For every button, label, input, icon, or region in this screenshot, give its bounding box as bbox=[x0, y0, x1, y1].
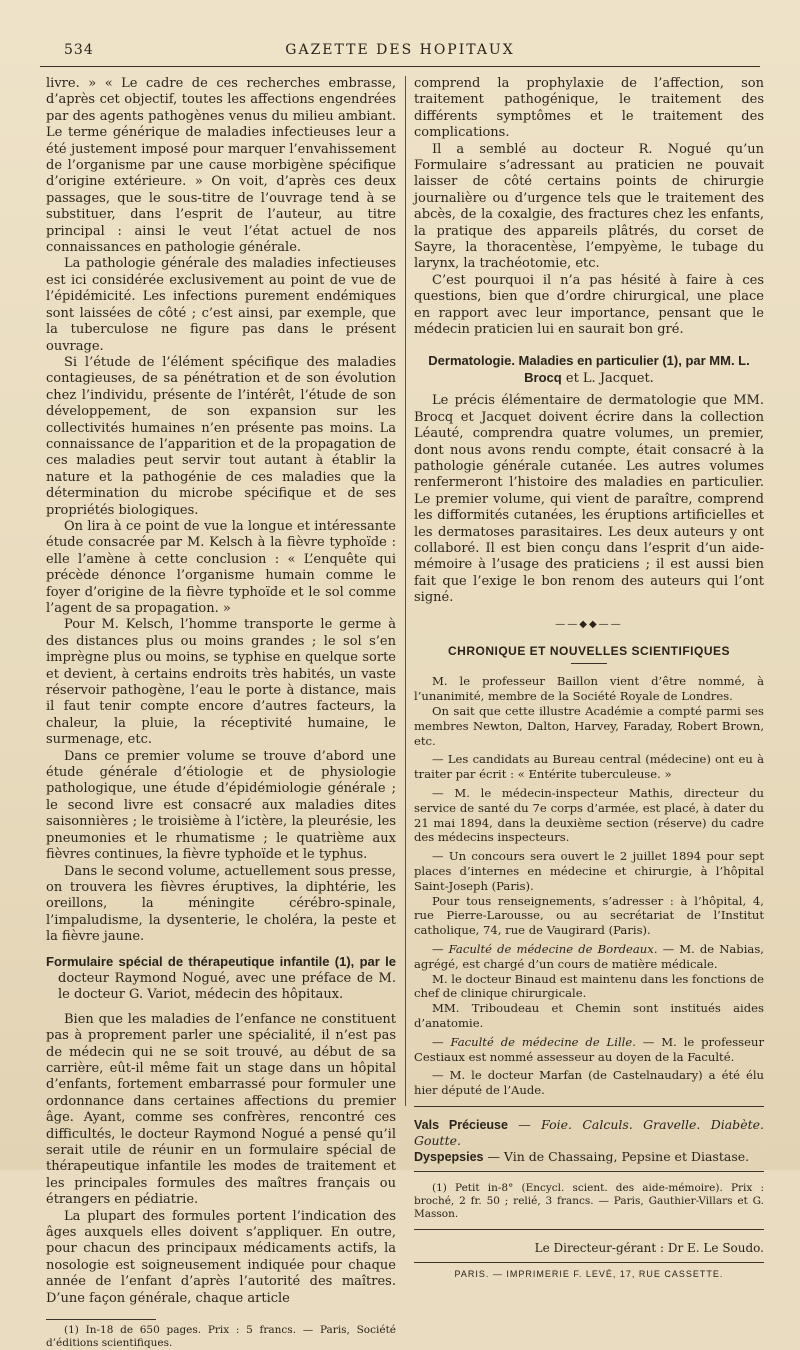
gerant-rule bbox=[414, 1229, 764, 1230]
review-byline: et L. Jacquet. bbox=[565, 370, 654, 386]
left-paragraph-7: Dans le second volume, actuellement sous presse, on trouvera les fièvres éruptives, la diphtérie, les oreillons, la méningite cérébro-spinale, l’impaludisme, la dysenterie, le choléra, la peste et la fièvre jaune. bbox=[46, 863, 396, 945]
chronicle-title: CHRONIQUE ET NOUVELLES SCIENTIFIQUES bbox=[447, 644, 731, 658]
ornament-divider: ——◆◆—— bbox=[555, 618, 623, 630]
printer-imprint: PARIS. — IMPRIMERIE F. LEVÉ, 17, RUE CASSETTE. bbox=[454, 1269, 724, 1280]
chronicle-faculty: — Faculté de médecine de Bordeaux. bbox=[432, 941, 658, 956]
right-paragraph-4: Le précis élémentaire de dermatologie que MM. Brocq et Jacquet doivent écrire dans la collection Léauté, comprendra quatre volumes, un premier, dont nous avons rendu compte, était consacré à la pathologie générale cutanée. Les autres volumes renfermeront l’histoire des maladies en particulier. Le premier volume, qui vient de paraître, comprend les difformités cutanées, les éruptions artificielles et les dermatoses parasitaires. Les deux auteurs y ont collaboré. Il est bien conçu dans l’esprit d’un aide-mémoire à l’usage des praticiens ; il est aussi bien fait que l’exige le bon renom des auteurs qui l’ont signé. bbox=[414, 393, 764, 606]
left-paragraph-3: Si l’étude de l’élément spécifique des maladies contagieuses, de sa pénétration et de son évolution chez l’individu, présente de l’intérêt, l’étude de son développement, de son expansion sur les collectivités humaines n’en présente pas moins. La connaissance de l’apparition et de la propagation de ces maladies peut servir tout autant à établir la nature et la pathogénie de ces maladies que la détermination du microbe spécifique et de ses propriétés biologiques. bbox=[46, 354, 396, 518]
chronicle-item: On sait que cette illustre Académie a compté parmi ses membres Newton, Dalton, Harvey, Faraday, Robert Brown, etc. bbox=[414, 704, 764, 748]
chronicle-text: — M. de Nabias, agrégé, est chargé d’un cours de matière médicale. bbox=[414, 941, 764, 971]
left-paragraph-4: On lira à ce point de vue la longue et intéressante étude consacrée par M. Kelsch à la fièvre typhoïde : elle l’amène à cette conclusion : « L’enquête qui précède dénonce l’organisme humain comme le foyer d’origine de la fièvre typhoïde et le sol comme l’agent de sa propagation. » bbox=[46, 518, 396, 616]
chronicle-item: M. le docteur Binaud est maintenu dans les fonctions de chef de clinique chirurgicale. bbox=[414, 971, 764, 1001]
review-heading-dermatologie bbox=[414, 353, 764, 388]
chronicle-item bbox=[414, 942, 764, 972]
chronicle-item: — Un concours sera ouvert le 2 juillet 1894 pour sept places d’internes en médecine et chirurgie, à l’hôpital Saint-Joseph (Paris). bbox=[414, 849, 764, 893]
ad-text: — Vin de Chassaing, Pepsine et Diastase. bbox=[483, 1148, 750, 1164]
left-paragraph-5: Pour M. Kelsch, l’homme transporte le germe à des distances plus ou moins grandes ; le sol s’en imprègne plus ou moins, se typhise en quelque sorte et devient, à certains endroits très habités, un vaste réservoir pathogène, l’eau le porte à distance, mais il faut tenir compte encore d’autres facteurs, la chaleur, la pluie, la réceptivité humaine, le surmenage, etc. bbox=[46, 617, 396, 748]
ad-text: — Foie. Calculs. Gravelle. Diabète. Goutte. bbox=[414, 1116, 764, 1148]
right-column bbox=[414, 76, 764, 1283]
chronicle-item: — M. le médecin-inspecteur Mathis, directeur du service de santé du 7e corps d’armée, est placé, à dater du 21 mai 1894, dans la deuxième section (réserve) du cadre des médecins inspecteurs. bbox=[414, 785, 764, 845]
left-footnote: (1) In-18 de 650 pages. Prix : 5 francs. — Paris, Société d’éditions scientifiques. bbox=[46, 1324, 396, 1350]
right-paragraph-1: comprend la prophylaxie de l’affection, son traitement pathogénique, le traitement des différents symptômes et le traitement des complications. bbox=[414, 76, 764, 141]
chronicle-section bbox=[414, 674, 764, 1098]
chronicle-item: — M. le docteur Marfan (de Castelnaudary) a été élu hier député de l’Aude. bbox=[414, 1068, 764, 1098]
chronicle-item: MM. Triboudeau et Chemin sont institués aides d’anatomie. bbox=[414, 1001, 764, 1030]
header-rule bbox=[40, 66, 760, 67]
chronicle-item: — Les candidats au Bureau central (médecine) ont eu à traiter par écrit : « Entérite tuberculeuse. » bbox=[414, 752, 764, 782]
ad-line bbox=[414, 1117, 764, 1149]
right-footnote: (1) Petit in-8° (Encycl. scient. des aide-mémoire). Prix : broché, 2 fr. 50 ; relié, 3 francs. — Paris, Gauthier-Villars et G. Masson. bbox=[414, 1181, 764, 1220]
left-paragraph-8: Bien que les maladies de l’enfance ne constituent pas à proprement parler une spécialité, il n’est pas de médecin qui ne se soit trouvé, au début de sa carrière, eût-il même fait un stage dans un hôpital d’enfants, fortement embarrassé pour formuler une ordonnance dans certaines affections du premier âge. Ayant, comme ses confrères, rencontré ces difficultés, le docteur Raymond Nogué a pensé qu’il serait utile de réunir en un formulaire spécial de thérapeutique infantile les modes de traitement et les principales formules des maîtres français ou étrangers en pédiatrie. bbox=[46, 1011, 396, 1208]
review-heading-formulaire bbox=[46, 954, 396, 1004]
page-number: 534 bbox=[64, 42, 94, 58]
review-title: Formulaire spécial de thérapeutique infantile (1), par le bbox=[46, 953, 396, 969]
left-paragraph-6: Dans ce premier volume se trouve d’abord une étude générale d’étiologie et de physiologie pathologique, une étude d’épidémiologie générale ; le second livre est consacré aux maladies dites saisonnières ; le troisième à l’ictère, la pleurésie, les pneumonies et le rhumatisme ; le quatrième aux fièvres continues, la fièvre typhoïde et le typhus. bbox=[46, 748, 396, 863]
right-paragraph-2: Il a semblé au docteur R. Nogué qu’un Formulaire s’adressant au praticien ne pouvait laisser de côté certains points de chirurgie journalière ou d’urgence tels que le traitement des abcès, de la coxalgie, des fractures chez les enfants, la pratique des appareils plâtrés, du corset de Sayre, la thoracentèse, l’empyème, le tubage du larynx, la trachéotomie, etc. bbox=[414, 141, 764, 272]
column-divider bbox=[405, 76, 406, 1106]
journal-title: GAZETTE DES HOPITAUX bbox=[285, 42, 515, 58]
page-header bbox=[0, 38, 800, 64]
ad-brand: Vals Précieuse bbox=[414, 1117, 508, 1132]
left-column bbox=[46, 76, 396, 1350]
review-byline: docteur Raymond Nogué, avec une préface de M. le docteur G. Variot, médecin des hôpitaux. bbox=[58, 970, 396, 1003]
chronicle-item: M. le professeur Baillon vient d’être nommé, à l’unanimité, membre de la Société Royale de Londres. bbox=[414, 674, 764, 704]
footnote-rule bbox=[46, 1319, 156, 1320]
review-title: Dermatologie. Maladies en particulier (1), par MM. L. Brocq bbox=[428, 352, 750, 385]
ad-line bbox=[414, 1149, 764, 1165]
chronicle-item: Pour tous renseignements, s’adresser : à l’hôpital, 4, rue Pierre-Larousse, ou au secrétariat de l’Institut catholique, 74, rue de Vaugirard (Paris). bbox=[414, 893, 764, 938]
left-paragraph-1: livre. » « Le cadre de ces recherches embrasse, d’après cet objectif, toutes les affections engendrées par des agents pathogènes venus du milieu ambiant. Le terme générique de maladies infectieuses leur a été justement imposé pour marquer l’envahissement de l’organisme par une cause morbigène spécifique d’origine extérieure. » On voit, d’après ces deux passages, que le sous-titre de l’ouvrage tend à se substituer, dans l’esprit de l’auteur, au titre principal : ainsi le veut l’état actuel de nos connaissances en pathologie générale. bbox=[46, 76, 396, 256]
left-paragraph-2: La pathologie générale des maladies infectieuses est ici considérée exclusivement au point de vue de l’épidémicité. Les infections purement endémiques sont laissées de côté ; c’est ainsi, par exemple, que la tuberculose ne figure pas dans le présent ouvrage. bbox=[46, 256, 396, 354]
chronicle-faculty: — Faculté de médecine de Lille. bbox=[432, 1034, 636, 1049]
advertisement-box bbox=[414, 1106, 764, 1172]
ad-brand: Dyspepsies bbox=[414, 1149, 484, 1164]
chronicle-item bbox=[414, 1035, 764, 1065]
imprint-rule bbox=[414, 1262, 764, 1263]
chronicle-rule bbox=[571, 663, 607, 664]
chronicle-text: — M. le professeur Cestiaux est nommé assesseur au doyen de la Faculté. bbox=[414, 1034, 764, 1064]
director-signature: Le Directeur-gérant : Dr E. Le Soudo. bbox=[534, 1240, 764, 1255]
right-paragraph-3: C’est pourquoi il n’a pas hésité à faire à ces questions, bien que d’ordre chirurgical, une place en rapport avec leur importance, pensant que le médecin praticien lui en saurait bon gré. bbox=[414, 272, 764, 338]
left-paragraph-9: La plupart des formules portent l’indication des âges auxquels elles doivent s’appliquer. En outre, pour chacun des principaux médicaments actifs, la nosologie est soigneusement indiquée pour chaque année de l’enfant d’après l’autorité des maîtres. D’une façon générale, chaque article bbox=[46, 1208, 396, 1306]
